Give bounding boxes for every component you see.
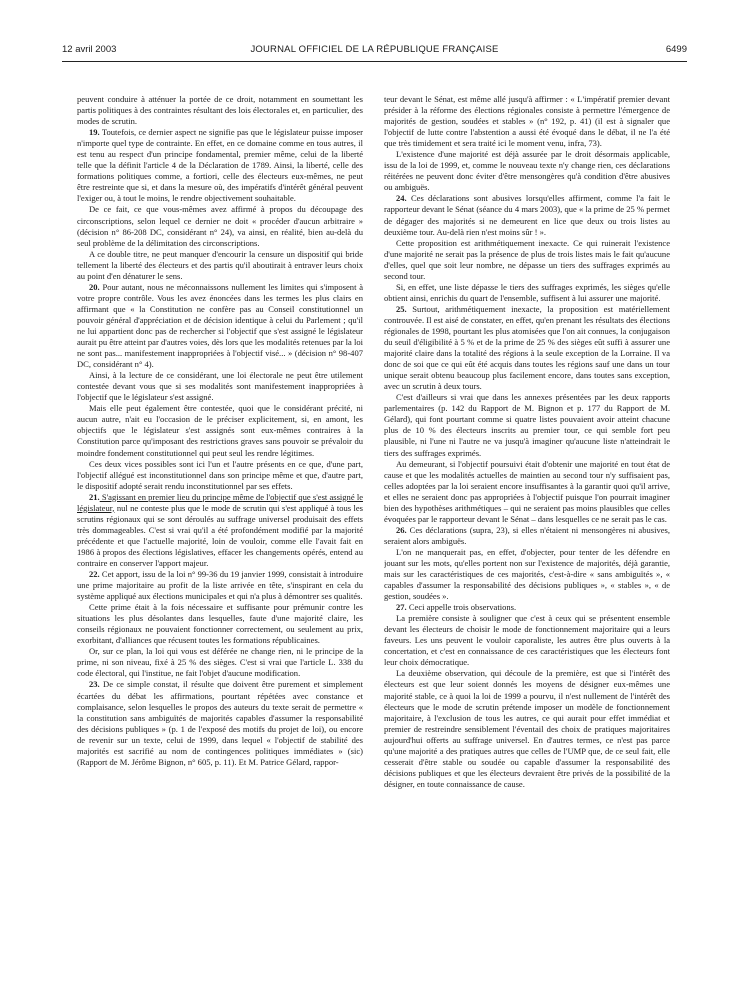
paragraph — [77, 459, 363, 492]
paragraph-number: 26. — [396, 524, 407, 535]
paragraph-number: 19. — [89, 127, 100, 138]
paragraph — [77, 204, 363, 248]
paragraph — [77, 679, 363, 767]
paragraph-text: Surtout, arithmétiquement inexacte, la proposition est matériellement controuvée. Il est aisé de constater, en effet, qu'en prenant les résultats des élections régionales de 1998, pourtant les plus atomisées que l'on ait connues, la conjugaison du seuil d'éligibilité à 5 % et de la prime de 25 % des sièges eût suffi à assurer une majorité claire dans la totalité des régions à la seule exception de la Lorraine. Il va donc de soi que ce qui eût été acquis dans toutes les régions sauf une dans un tour unique serait obtenu beaucoup plus facilement encore, dans toutes sans exception, avec un scrutin à deux tours. — [384, 303, 670, 392]
paragraph-text: peuvent conduire à atténuer la portée de ce droit, notamment en soumettant les partis politiques à des contraintes résultant des lois électorales et, en particulier, des modes de scrutin. — [77, 94, 363, 127]
journal-title: JOURNAL OFFICIEL DE LA RÉPUBLIQUE FRANÇAISE — [250, 44, 499, 55]
paragraph — [77, 127, 363, 204]
paragraph — [384, 392, 670, 458]
paragraph-text: Ces deux vices possibles sont ici l'un et l'autre présents en ce que, d'une part, l'objectif allégué est inconstitutionnel dans son principe même et que, d'autre part, le dispositif adopté serait rendu inconstitutionnel par ses effets. — [77, 458, 363, 491]
paragraph-number: 21. — [89, 491, 100, 502]
underlined-phrase: S'agissant en premier lieu du principe même de l'objectif que s'est assigné le législateur, — [77, 491, 363, 513]
paragraph-text: Toutefois, ce dernier aspect ne signifie pas que le législateur puisse imposer n'importe quel type de contrainte. En effet, en ce domaine comme en tous autres, il est tenu au respect d'un principe fondamental, premier même, celui de la liberté telle que la définit l'article 4 de la Déclaration de 1789. Ainsi, la liberté, celle des formations politiques comme, a fortiori, celle des électeurs eux-mêmes, ne peut être restreinte que si, et dans la mesure où, des impératifs d'intérêt général peuvent l'exiger ou, à tout le moins, le rendre objectivement souhaitable. — [77, 127, 363, 204]
paragraph — [384, 547, 670, 602]
header-date: 12 avril 2003 — [62, 44, 117, 55]
paragraph — [384, 602, 670, 613]
paragraph — [77, 249, 363, 282]
paragraph — [384, 149, 670, 193]
paragraph-text: De ce simple constat, il résulte que doivent être purement et simplement écartées du débat les affirmations, pourtant répétées avec constance et complaisance, selon lesquelles le propos des auteurs du texte serait de permettre « la constitution sans ambiguïtés de majorités capables d'assumer la responsabilité des décisions publiques » (p. 1 de l'exposé des motifs du projet de loi), ou encore de revenir sur un texte, celui de 1999, dans lequel « l'objectif de stabilité des majorités est sacrifié au nom de contingences politiques immédiates » (sic) (Rapport de M. Jérôme Bignon, n° 605, p. 11). Et M. Patrice Gélard, rappor- — [77, 679, 363, 767]
paragraph — [384, 459, 670, 525]
paragraph-text: teur devant le Sénat, est même allé jusqu'à affirmer : « L'impératif premier devant présider à la réforme des élections régionales consiste à permettre l'émergence de majorités de gestion, soudées et stables » (n° 192, p. 41) (il est à signaler que l'objectif de lutte contre l'abstention a aussi été évoqué dans le débat, il ne l'a été que très timidement et sera traité ici le moment venu, infra, 73). — [384, 94, 670, 149]
paragraph-text: C'est d'ailleurs si vrai que dans les annexes présentées par les deux rapports parlementaires (p. 142 du Rapport de M. Bignon et p. 177 du Rapport de M. Gélard), qui font pourtant comme si quatre listes pouvaient avoir atteint chacune plus de 10 % des électeurs inscrits au premier tour, ce qui semble fort peu plausible, ni l'une ni l'autre ne va jusqu'à imaginer qu'aucune liste n'atteindrait le tiers des suffrages exprimés. — [384, 392, 670, 458]
paragraph-text: La deuxième observation, qui découle de la première, est que si l'intérêt des électeurs est que leur soient donnés les moyens de désigner eux-mêmes une majorité stable, ce à quoi la loi de 1999 a pourvu, il n'est nullement de l'intérêt des électeurs que le mode de scrutin prétende imposer un modèle de fonctionnement majoritaire, à l'exclusion de tous les autres, ce qui aurait pour effet immédiat et premier de restreindre sensiblement l'éventail des choix de pratiques majoritaires aujourd'hui offerts au suffrage universel. En d'autres termes, ce n'est pas parce qu'une majorité a des pratiques autres que celles de l'UMP que, de ce seul fait, elle cesserait d'être stable ou soudée ou capable d'assumer la responsabilité des décisions publiques et que les électeurs devraient être privés de la possibilité de la désigner, en toute connaissance de cause. — [384, 668, 670, 789]
page-number: 6499 — [665, 44, 687, 55]
paragraph-text: Cette prime était à la fois nécessaire et suffisante pour prémunir contre les situations les plus désolantes dans lesquelles, faute d'une majorité claire, les conseils régionaux ne pouvaient fonctionner correctement, ou seulement au prix, exorbitant, d'alliances que récusent toutes les formations républicaines. — [77, 602, 363, 646]
paragraph — [384, 668, 670, 790]
paragraph — [77, 646, 363, 679]
paragraph-text: Ceci appelle trois observations. — [406, 602, 517, 613]
paragraph-text: A ce double titre, ne peut manquer d'encourir la censure un dispositif qui bride tellement la liberté des électeurs et des partis qu'il aboutirait à entraver leurs choix au point d'en dénaturer le sens. — [77, 248, 363, 281]
paragraph — [77, 602, 363, 646]
paragraph-text: De ce fait, ce que vous-mêmes avez affirmé à propos du découpage des circonscriptions, selon lequel ce dernier ne doit « procéder d'aucun arbitraire » (décision n° 86-208 DC, considérant n° 24), va ainsi, en réalité, bien au-delà du seul problème de la délimitation des circonscriptions. — [77, 204, 363, 248]
paragraph-number: 20. — [89, 281, 100, 292]
header-divider — [62, 61, 687, 62]
paragraph-text: L'existence d'une majorité est déjà assurée par le droit désormais applicable, issu de la loi de 1999, et, comme le nouveau texte n'y change rien, ces déclarations réitérées ne peuvent donc éviter d'être mensongères qu'à condition d'être abusives ou ambiguës. — [384, 149, 670, 193]
paragraph — [77, 569, 363, 602]
right-text-column — [384, 94, 670, 974]
paragraph — [384, 238, 670, 282]
paragraph — [77, 94, 363, 127]
paragraph-text: Ces déclarations (supra, 23), si elles n'étaient ni mensongères ni abusives, seraient alors ambiguës. — [384, 524, 670, 546]
paragraph-text: Mais elle peut également être contestée, quoi que le considérant précité, ni aucun autre, n'ait eu l'occasion de le préciser explicitement, si, en amont, les objectifs que le législateur s'est assignés sont eux-mêmes contraires à la Constitution parce qu'imposant des restrictions graves sans pouvoir se prévaloir du moindre fondement constitutionnel qui peut seul les rendre légitimes. — [77, 403, 363, 458]
paragraph — [384, 282, 670, 304]
paragraph-text: Cette proposition est arithmétiquement inexacte. Ce qui ruinerait l'existence d'une majorité ne serait pas la présence de plus de trois listes mais le fait qu'aucune d'elles, quel que soit leur nombre, ne dépasse un tiers des suffrages exprimés au second tour. — [384, 237, 670, 281]
paragraph-text: Ainsi, à la lecture de ce considérant, une loi électorale ne peut être utilement contestée devant vous que si ses modalités sont manifestement inappropriées à l'objectif que le législateur s'est assigné. — [77, 370, 363, 403]
paragraph-number: 27. — [396, 602, 407, 613]
paragraph-number: 25. — [396, 303, 407, 314]
left-text-column — [77, 94, 363, 974]
paragraph-text: L'on ne manquerait pas, en effet, d'objecter, pour tenter de les défendre en jouant sur les mots, qu'elles portent non sur l'existence de majorités, déjà garantie, mais sur les caractéristiques de ces majorités, c'est-à-dire « sans ambiguïtés », « capables d'assumer la responsabilité des décisions publiques », « stables », « de gestion, soudées ». — [384, 546, 670, 602]
paragraph — [384, 193, 670, 237]
paragraph-text: Au demeurant, si l'objectif poursuivi était d'obtenir une majorité en tout état de cause et que les modalités actuelles de maintien au second tour n'y suffisaient pas, celles adoptées par la loi seraient encore insuffisantes à la garantir quoi qu'il arrive, et elles ne seraient donc pas appropriées à l'objectif puisque l'on pourrait imaginer bien des hypothèses arithmétiques – qui ne seraient pas moins plausibles que celles évoquées par le rapporteur devant le Sénat – dans lesquelles ce ne serait pas le cas. — [384, 458, 670, 524]
paragraph — [77, 492, 363, 569]
paragraph — [384, 304, 670, 392]
paragraph — [77, 403, 363, 458]
paragraph-text: Si, en effet, une liste dépasse le tiers des suffrages exprimés, les sièges qu'elle obtient ainsi, enrichis du quart de l'ensemble, suffisent à lui assurer une majorité. — [384, 281, 670, 303]
page-header — [62, 44, 687, 60]
paragraph-text: Ces déclarations sont abusives lorsqu'elles affirment, comme l'a fait le rapporteur devant le Sénat (séance du 4 mars 2003), que « la prime de 25 % permet de dégager des majorités si ne demeurent en lice que deux ou trois listes au deuxième tour. Au-delà rien n'est moins sûr ! ». — [384, 193, 670, 237]
paragraph — [77, 282, 363, 370]
paragraph — [384, 613, 670, 668]
paragraph-text: La première consiste à souligner que c'est à ceux qui se présentent ensemble devant les électeurs de choisir le mode de fonctionnement majoritaire qui a leurs faveurs. Les uns peuvent le vouloir caporaliste, les autres être plus ouverts à la concertation, et c'est en connaissance de ces caractéristiques que les électeurs font leur choix démocratique. — [384, 613, 670, 668]
paragraph-text: nul ne conteste plus que le mode de scrutin qui s'est appliqué à tous les scrutins régionaux qui se sont déroulés au suffrage universel produisait des effets très dommageables. C'est si vrai qu'il a été profondément modifié par la majorité précédente et que l'actuelle majorité, loin de vouloir, comme elle l'avait fait en 1986 à propos des élections législatives, effacer les changements opérés, entend au contraire en conserver l'apport majeur. — [77, 502, 363, 568]
paragraph-number: 24. — [396, 193, 407, 204]
paragraph-text: Cet apport, issu de la loi n° 99-36 du 19 janvier 1999, consistait à introduire une prime majoritaire au profit de la liste arrivée en tête, s'inspirant en cela du système appliqué aux élections municipales et qui n'a plus à démontrer ses qualités. — [77, 569, 363, 602]
paragraph-text: Or, sur ce plan, la loi qui vous est déférée ne change rien, ni le principe de la prime, ni son niveau, fixé à 25 % des sièges. C'est si vrai que l'article L. 338 du code électoral, qui l'institue, ne fait l'objet d'aucune modification. — [77, 646, 363, 679]
paragraph — [384, 525, 670, 547]
paragraph-number: 23. — [89, 679, 100, 690]
paragraph-text: Pour autant, nous ne méconnaissons nullement les limites qui s'imposent à votre propre contrôle. Vous les avez énoncées dans les termes les plus clairs en affirmant que « la Constitution ne confère pas au Conseil constitutionnel un pouvoir général d'appréciation et de décision identique à celui du Parlement ; qu'il ne lui appartient donc pas de rechercher si l'objectif que s'est assigné le législateur aurait pu être atteint par d'autres voies, dès lors que les modalités retenues par la loi ne sont pas... manifestement inappropriées à l'objectif visé... » (décision n° 98-407 DC, considérant n° 4). — [77, 281, 363, 370]
paragraph — [384, 94, 670, 149]
paragraph-number: 22. — [89, 569, 100, 580]
paragraph — [77, 370, 363, 403]
